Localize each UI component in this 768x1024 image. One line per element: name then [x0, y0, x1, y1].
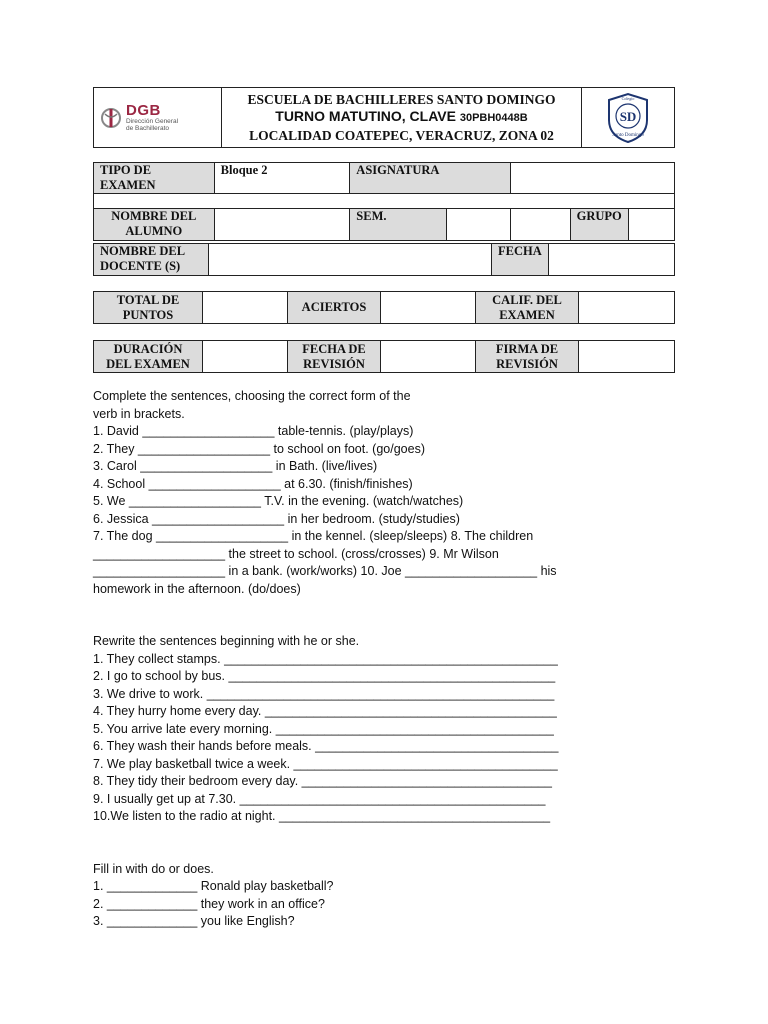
section-gap [93, 598, 653, 633]
grupo-label: GRUPO [570, 209, 628, 241]
sem-field-2[interactable] [511, 209, 571, 241]
aciertos-label: ACIERTOS [288, 292, 381, 324]
exam-info-table [93, 162, 675, 241]
revision-table [93, 340, 675, 373]
section2-line[interactable]: 1. They collect stamps. ________________________________________________ [93, 651, 558, 666]
calif-label: CALIF. DEL EXAMEN [476, 292, 579, 324]
section3-line[interactable]: 1. _____________ Ronald play basketball? [93, 879, 334, 893]
tipo-value[interactable]: Bloque 2 [214, 163, 350, 194]
exercise-content [93, 388, 653, 931]
section1-line[interactable]: homework in the afternoon. (do/does) [93, 581, 301, 596]
firma-label: FIRMA DE REVISIÓN [476, 341, 579, 373]
section2-line[interactable]: 5. You arrive late every morning. ________________________________________ [93, 721, 554, 736]
clave-code: 30PBH0448B [459, 112, 528, 124]
section-gap [93, 826, 653, 861]
fecha-field[interactable] [549, 244, 675, 276]
section1-line[interactable]: 7. The dog ___________________ in the kennel. (sleep/sleeps) 8. The children [93, 529, 534, 543]
santo-domingo-logo [581, 88, 674, 147]
localidad: LOCALIDAD COATEPEC, VERACRUZ, ZONA 02 [249, 128, 554, 143]
section2-line[interactable]: 4. They hurry home every day. __________________________________________ [93, 704, 557, 718]
dgb-emblem-icon [100, 105, 122, 131]
section2-line[interactable]: 7. We play basketball twice a week. ______________________________________ [93, 756, 558, 771]
fecha-revision-label: FECHA DE REVISIÓN [288, 341, 381, 373]
section2-line[interactable]: 6. They wash their hands before meals. ___________________________________ [93, 739, 559, 753]
school-name: ESCUELA DE BACHILLERES SANTO DOMINGO [247, 92, 556, 107]
section2-line[interactable]: 9. I usually get up at 7.30. ____________________________________________ [93, 791, 546, 806]
section1-instruction-1: Complete the sentences, choosing the correct form of the [93, 389, 411, 403]
duracion-label: DURACIÓN DEL EXAMEN [94, 341, 203, 373]
section2-instruction: Rewrite the sentences beginning with he or she. [93, 634, 360, 648]
section1-line[interactable]: 6. Jessica ___________________ in her bedroom. (study/studies) [93, 511, 460, 526]
section2-line[interactable]: 8. They tidy their bedroom every day. ____________________________________ [93, 774, 552, 788]
spacer-row [94, 194, 675, 209]
shield-name: Santo Domingo [612, 132, 644, 138]
aciertos-field[interactable] [381, 292, 476, 324]
total-field[interactable] [203, 292, 288, 324]
fecha-label: FECHA [492, 244, 549, 276]
nombre-docente-field[interactable] [209, 244, 492, 276]
section2-line[interactable]: 2. I go to school by bus. _______________________________________________ [93, 669, 556, 683]
asignatura-label: ASIGNATURA [350, 163, 511, 194]
section1-instruction-2: verb in brackets. [93, 406, 185, 421]
tipo-label: TIPO DE EXAMEN [94, 163, 215, 194]
section1-line[interactable]: ___________________ the street to school. (cross/crosses) 9. Mr Wilson [93, 546, 499, 561]
section3-instruction: Fill in with do or does. [93, 861, 214, 876]
section1-line[interactable]: 3. Carol ___________________ in Bath. (live/lives) [93, 459, 378, 473]
section1-line[interactable]: ___________________ in a bank. (work/works) 10. Joe ___________________ his [93, 564, 557, 578]
school-header [93, 87, 675, 148]
shield-icon [605, 90, 651, 146]
nombre-docente-label: NOMBRE DEL DOCENTE (S) [94, 244, 209, 276]
section2-line[interactable]: 10.We listen to the radio at night. _______________________________________ [93, 809, 551, 823]
dgb-line2: de Bachillerato [126, 125, 169, 132]
shield-top: Colegio [621, 95, 635, 101]
section3-line[interactable]: 3. _____________ you like English? [93, 914, 295, 928]
sem-label: SEM. [350, 209, 446, 241]
score-table [93, 291, 675, 324]
fecha-revision-field[interactable] [381, 341, 476, 373]
section3-line[interactable]: 2. _____________ they work in an office? [93, 896, 325, 911]
header-titles [222, 88, 581, 147]
shield-initials: SD [619, 108, 637, 124]
grupo-field[interactable] [628, 209, 674, 241]
calif-field[interactable] [579, 292, 675, 324]
section2-line[interactable]: 3. We drive to work. __________________________________________________ [93, 686, 555, 701]
duracion-field[interactable] [203, 341, 288, 373]
dgb-line1: Dirección General [126, 118, 179, 125]
section1-line[interactable]: 1. David ___________________ table-tennis. (play/plays) [93, 424, 414, 438]
sem-field[interactable] [446, 209, 511, 241]
total-label: TOTAL DE PUNTOS [94, 292, 203, 324]
docente-table [93, 243, 675, 276]
dgb-logo [94, 88, 222, 147]
nombre-alumno-field[interactable] [214, 209, 350, 241]
section1-line[interactable]: 5. We ___________________ T.V. in the evening. (watch/watches) [93, 494, 464, 508]
turno-clave [275, 108, 527, 127]
section1-line[interactable]: 2. They ___________________ to school on foot. (go/goes) [93, 441, 425, 456]
firma-field[interactable] [579, 341, 675, 373]
nombre-alumno-label: NOMBRE DEL ALUMNO [94, 209, 215, 241]
asignatura-field[interactable] [511, 163, 675, 194]
turno-text: TURNO MATUTINO, CLAVE [275, 108, 456, 124]
dgb-abbr: DGB [126, 102, 161, 119]
section1-line[interactable]: 4. School ___________________ at 6.30. (finish/finishes) [93, 476, 413, 491]
